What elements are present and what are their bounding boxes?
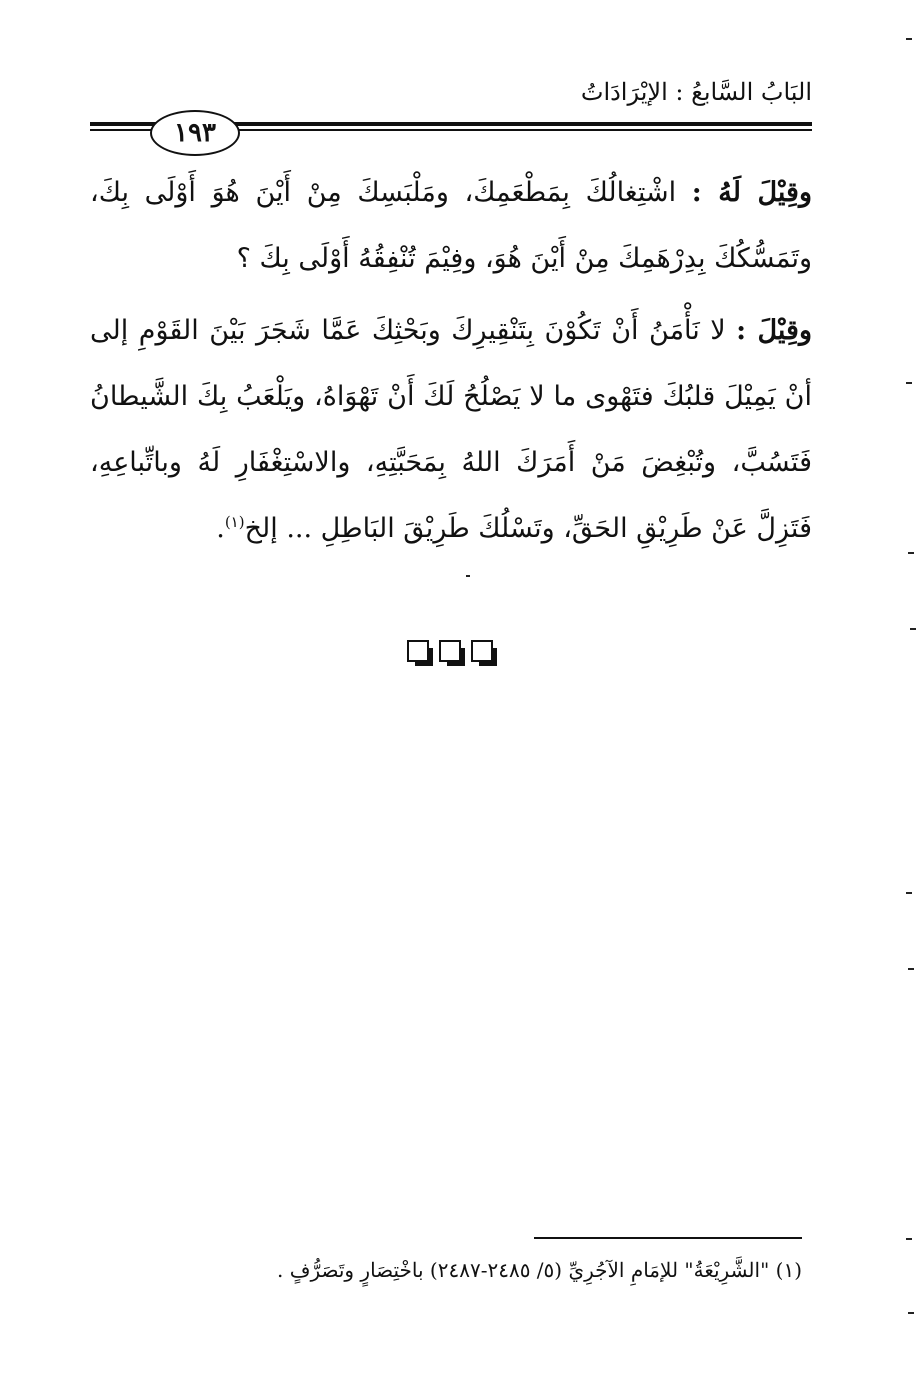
paragraph-2-text: لا نَأْمَنُ أَنْ تَكُوْنَ بِتَنْقِيرِكَ وبَحْثِكَ عَمَّا شَجَرَ بَيْنَ القَوْمِ إلى أنْ يَمِيْلَ قلبُكَ فتَهْوى ما لا يَصْلُحُ لَكَ أَنْ تَهْوَاهُ، ويَلْعَبُ بِكَ الشَّيطانُ فَتَسُبَّ، وتُبْغِضَ مَنْ أَمَرَكَ اللهُ بِمَحَبَّتِهِ، والاسْتِغْفَارِ لَهُ وباتِّباعِهِ، فَتَزِلَّ عَنْ طَرِيْقِ الحَقِّ، وتَسْلُكَ طَرِيْقَ البَاطِلِ ... إلخ	[90, 315, 812, 544]
scan-edge-mark	[910, 628, 916, 630]
paragraph-2-lead: وقِيْلَ :	[736, 315, 812, 346]
paragraph-1-lead: وقِيْلَ لَهُ :	[691, 177, 812, 208]
scan-edge-mark	[906, 38, 912, 40]
scan-edge-mark	[906, 1238, 912, 1240]
scan-speck	[466, 575, 470, 577]
scan-edge-mark	[906, 382, 912, 384]
scan-edge-mark	[908, 1312, 914, 1314]
footnote-reference: (١)	[224, 513, 245, 531]
page-number: ١٩٣	[150, 110, 240, 156]
scan-edge-mark	[906, 892, 912, 894]
paragraph-2-end: .	[216, 513, 225, 544]
ornament-box-icon	[439, 640, 461, 666]
body-text	[90, 160, 812, 562]
footnote: (١) "الشَّرِيْعَةُ" للإمَامِ الآجُرِيِّ (٥/ ٢٤٨٥-٢٤٨٧) باخْتِصَارٍ وتَصَرُّفٍ .	[277, 1258, 802, 1282]
section-ornament	[407, 640, 507, 666]
ornament-box-icon	[407, 640, 429, 666]
paragraph-1	[90, 160, 812, 292]
scan-edge-mark	[908, 552, 914, 554]
ornament-box-icon	[471, 640, 493, 666]
footnote-rule	[534, 1237, 802, 1239]
scan-edge-mark	[908, 968, 914, 970]
running-header: البَابُ السَّابعُ : الإيْرَادَاتُ	[580, 78, 812, 106]
paragraph-2	[90, 298, 812, 562]
paragraph-1-text: اشْتِغالُكَ بِمَطْعَمِكَ، ومَلْبَسِكَ مِنْ أَيْنَ هُوَ أَوْلَى بِكَ، وتَمَسُّكُكَ بِدِرْهَمِكَ مِنْ أَيْنَ هُوَ، وفِيْمَ تُنْفِقُهُ أَوْلَى بِكَ ؟	[90, 177, 812, 274]
